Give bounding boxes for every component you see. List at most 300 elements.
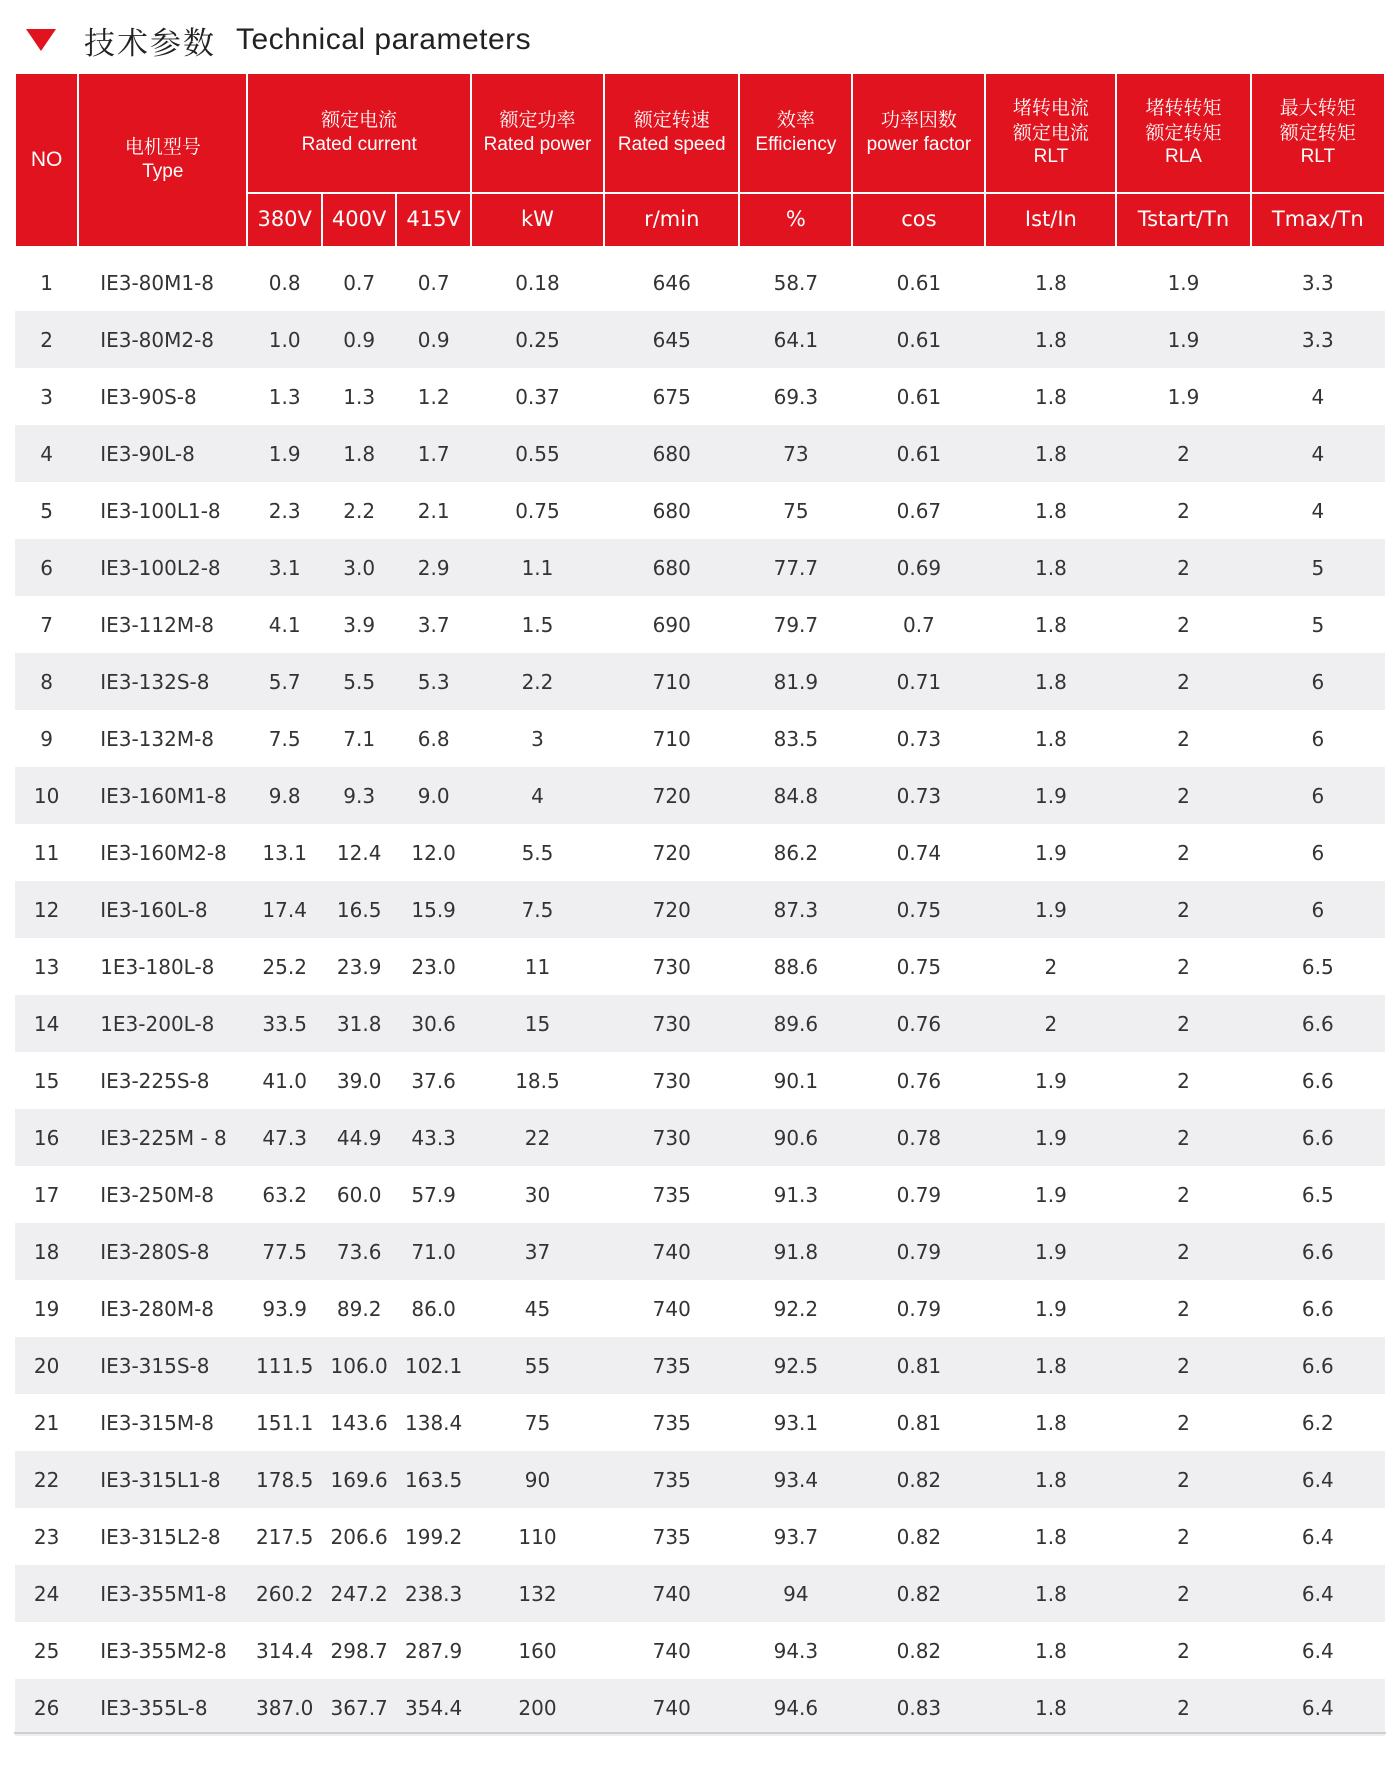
cell-current-380v: 178.5 xyxy=(247,1451,321,1508)
cell-current-415v: 138.4 xyxy=(405,1410,463,1435)
cell-no: 17 xyxy=(33,1182,60,1207)
cell-ist-in: 1.8 xyxy=(985,425,1116,482)
cell-current-400v: 23.9 xyxy=(336,954,382,979)
cell-power-factor: 0.75 xyxy=(896,954,942,979)
table-row xyxy=(15,482,1385,539)
table-row xyxy=(15,1394,1385,1451)
cell-no: 7 xyxy=(40,612,53,637)
cell-tstart-tn: 2 xyxy=(1177,1068,1190,1093)
cell-type: IE3-225M - 8 xyxy=(78,1109,247,1166)
cell-current-415v: 30.6 xyxy=(396,995,471,1052)
cell-power: 90 xyxy=(471,1451,604,1508)
cell-no: 9 xyxy=(40,726,53,751)
cell-tmax-tn: 6.6 xyxy=(1251,995,1385,1052)
cell-speed: 735 xyxy=(652,1524,691,1549)
cell-efficiency: 91.3 xyxy=(773,1182,819,1207)
cell-power: 0.37 xyxy=(515,384,560,409)
cell-power: 11 xyxy=(524,954,551,979)
cell-current-415v: 238.3 xyxy=(396,1565,471,1622)
cell-speed: 740 xyxy=(604,1223,739,1280)
cell-current-415v: 102.1 xyxy=(396,1337,471,1394)
cell-tmax-tn: 6.4 xyxy=(1301,1524,1334,1549)
cell-speed: 680 xyxy=(604,425,739,482)
cell-current-400v: 44.9 xyxy=(322,1109,396,1166)
cell-power-factor: 0.69 xyxy=(852,539,985,596)
cell-current-415v: 6.8 xyxy=(417,726,450,751)
cell-type: IE3-132S-8 xyxy=(78,653,247,710)
cell-ist-in: 1.9 xyxy=(1034,1068,1067,1093)
cell-speed: 675 xyxy=(652,384,691,409)
header-no: NO xyxy=(15,73,78,247)
cell-tstart-tn: 2 xyxy=(1116,1337,1250,1394)
cell-tmax-tn: 6.6 xyxy=(1251,1337,1385,1394)
cell-efficiency: 86.2 xyxy=(773,840,819,865)
cell-current-380v: 77.5 xyxy=(247,1223,321,1280)
cell-current-415v: 57.9 xyxy=(411,1182,456,1207)
cell-speed: 720 xyxy=(604,767,739,824)
cell-tstart-tn: 2 xyxy=(1116,539,1250,596)
cell-no: 1 xyxy=(40,270,53,295)
cell-power-factor: 0.78 xyxy=(852,1109,985,1166)
cell-efficiency: 69.3 xyxy=(773,384,819,409)
header-rated-power: 额定功率 Rated power xyxy=(471,73,604,193)
cell-no: 14 xyxy=(15,995,78,1052)
cell-no: 18 xyxy=(15,1223,78,1280)
cell-current-400v: 12.4 xyxy=(336,840,382,865)
cell-ist-in: 1.8 xyxy=(1034,726,1067,751)
cell-current-380v: 260.2 xyxy=(247,1565,321,1622)
cell-current-415v: 9.0 xyxy=(396,767,471,824)
cell-type: IE3-315M-8 xyxy=(100,1410,215,1435)
cell-efficiency: 75 xyxy=(783,498,809,523)
header-rated-current: 额定电流 Rated current xyxy=(247,73,470,193)
cell-type: IE3-112M-8 xyxy=(100,612,215,637)
header-type: 电机型号 Type xyxy=(78,73,247,247)
cell-power-factor: 0.67 xyxy=(896,498,942,523)
cell-ist-in: 1.8 xyxy=(1034,498,1067,523)
cell-current-380v: 217.5 xyxy=(256,1524,314,1549)
cell-power: 18.5 xyxy=(515,1068,560,1093)
cell-speed: 720 xyxy=(604,881,739,938)
cell-efficiency: 81.9 xyxy=(739,653,852,710)
cell-no: 21 xyxy=(33,1410,60,1435)
cell-power-factor: 0.79 xyxy=(896,1296,942,1321)
cell-current-380v: 63.2 xyxy=(262,1182,307,1207)
cell-power-factor: 0.81 xyxy=(896,1410,942,1435)
cell-current-415v: 199.2 xyxy=(405,1524,463,1549)
cell-efficiency: 90.6 xyxy=(739,1109,852,1166)
table-row xyxy=(15,1166,1385,1223)
cell-tmax-tn: 4 xyxy=(1311,384,1325,409)
cell-tstart-tn: 2 xyxy=(1116,1223,1250,1280)
cell-ist-in: 1.8 xyxy=(1034,612,1067,637)
triangle-marker-icon xyxy=(26,29,56,51)
cell-power-factor: 0.79 xyxy=(852,1223,985,1280)
cell-tstart-tn: 1.9 xyxy=(1167,270,1200,295)
cell-type: IE3-280S-8 xyxy=(78,1223,247,1280)
cell-type: IE3-315L1-8 xyxy=(78,1451,247,1508)
cell-efficiency: 64.1 xyxy=(739,311,852,368)
cell-tstart-tn: 2 xyxy=(1116,995,1250,1052)
cell-tstart-tn: 2 xyxy=(1116,425,1250,482)
cell-efficiency: 58.7 xyxy=(773,270,819,295)
section-title xyxy=(26,18,531,62)
cell-speed: 710 xyxy=(604,653,739,710)
cell-power: 75 xyxy=(524,1410,551,1435)
cell-current-400v: 5.5 xyxy=(322,653,396,710)
cell-ist-in: 1.9 xyxy=(985,1109,1116,1166)
cell-tmax-tn: 6 xyxy=(1251,653,1385,710)
cell-ist-in: 1.8 xyxy=(985,1679,1116,1736)
title-chinese: 技术参数 xyxy=(84,25,216,62)
cell-current-400v: 106.0 xyxy=(322,1337,396,1394)
cell-power-factor: 0.76 xyxy=(852,995,985,1052)
cell-no: 26 xyxy=(15,1679,78,1736)
cell-current-400v: 7.1 xyxy=(343,726,376,751)
table-row xyxy=(15,1337,1385,1394)
bottom-divider xyxy=(14,1732,1386,1734)
cell-type: IE3-250M-8 xyxy=(100,1182,215,1207)
cell-type: IE3-315L2-8 xyxy=(100,1524,221,1549)
cell-speed: 735 xyxy=(604,1451,739,1508)
cell-power: 45 xyxy=(524,1296,551,1321)
cell-ist-in: 1.8 xyxy=(1034,384,1067,409)
cell-tmax-tn: 5 xyxy=(1251,539,1385,596)
cell-tstart-tn: 2 xyxy=(1177,1296,1190,1321)
unit-tstart-tn: Tstart/Tn xyxy=(1116,193,1250,247)
cell-current-380v: 4.1 xyxy=(268,612,301,637)
cell-tmax-tn: 6.6 xyxy=(1251,1223,1385,1280)
cell-efficiency: 84.8 xyxy=(739,767,852,824)
cell-no: 23 xyxy=(33,1524,60,1549)
cell-ist-in: 1.8 xyxy=(985,1337,1116,1394)
cell-efficiency: 93.7 xyxy=(773,1524,819,1549)
cell-power: 37 xyxy=(471,1223,604,1280)
cell-power: 200 xyxy=(471,1679,604,1736)
cell-ist-in: 1.8 xyxy=(1034,1524,1067,1549)
cell-no: 22 xyxy=(15,1451,78,1508)
cell-current-415v: 2.9 xyxy=(396,539,471,596)
cell-power-factor: 0.71 xyxy=(852,653,985,710)
table-row xyxy=(15,1280,1385,1337)
cell-tmax-tn: 3.3 xyxy=(1251,311,1385,368)
cell-tstart-tn: 2 xyxy=(1116,1679,1250,1736)
cell-ist-in: 2 xyxy=(1044,954,1058,979)
cell-ist-in: 2 xyxy=(985,995,1116,1052)
cell-efficiency: 92.5 xyxy=(739,1337,852,1394)
table-row xyxy=(15,710,1385,767)
cell-ist-in: 1.9 xyxy=(985,881,1116,938)
cell-current-380v: 13.1 xyxy=(262,840,307,865)
cell-tmax-tn: 6.4 xyxy=(1251,1679,1385,1736)
cell-power-factor: 0.81 xyxy=(852,1337,985,1394)
cell-efficiency: 94 xyxy=(739,1565,852,1622)
cell-current-400v: 367.7 xyxy=(322,1679,396,1736)
cell-tstart-tn: 2 xyxy=(1177,1410,1190,1435)
cell-current-400v: 1.8 xyxy=(322,425,396,482)
cell-speed: 735 xyxy=(652,1410,691,1435)
cell-speed: 730 xyxy=(652,1068,691,1093)
cell-ist-in: 1.8 xyxy=(985,539,1116,596)
cell-current-400v: 247.2 xyxy=(322,1565,396,1622)
cell-current-400v: 2.2 xyxy=(343,498,376,523)
cell-speed: 680 xyxy=(652,498,691,523)
cell-current-415v: 37.6 xyxy=(411,1068,456,1093)
cell-efficiency: 92.2 xyxy=(773,1296,819,1321)
cell-no: 20 xyxy=(15,1337,78,1394)
cell-power-factor: 0.73 xyxy=(896,726,942,751)
table-row xyxy=(15,767,1385,824)
technical-parameters-table xyxy=(14,72,1386,1736)
cell-ist-in: 1.9 xyxy=(1034,1182,1067,1207)
cell-no: 2 xyxy=(15,311,78,368)
cell-no: 16 xyxy=(15,1109,78,1166)
cell-tmax-tn: 6.4 xyxy=(1251,1565,1385,1622)
cell-type: IE3-100L1-8 xyxy=(100,498,221,523)
cell-no: 5 xyxy=(40,498,53,523)
cell-speed: 735 xyxy=(652,1182,691,1207)
cell-ist-in: 1.8 xyxy=(1034,1410,1067,1435)
cell-current-380v: 17.4 xyxy=(247,881,321,938)
title-english: Technical parameters xyxy=(236,23,532,56)
cell-type: IE3-160L-8 xyxy=(78,881,247,938)
cell-current-380v: 5.7 xyxy=(247,653,321,710)
cell-current-380v: 9.8 xyxy=(247,767,321,824)
cell-current-415v: 287.9 xyxy=(405,1638,463,1663)
cell-efficiency: 79.7 xyxy=(773,612,819,637)
cell-tmax-tn: 6.6 xyxy=(1251,1109,1385,1166)
cell-current-380v: 41.0 xyxy=(262,1068,307,1093)
cell-tstart-tn: 2 xyxy=(1177,1638,1190,1663)
cell-current-400v: 1.3 xyxy=(343,384,376,409)
cell-tmax-tn: 6.5 xyxy=(1301,1182,1334,1207)
cell-current-400v: 39.0 xyxy=(336,1068,382,1093)
cell-power: 0.18 xyxy=(515,270,560,295)
cell-tmax-tn: 6.4 xyxy=(1251,1451,1385,1508)
cell-type: 1E3-180L-8 xyxy=(100,954,215,979)
cell-tstart-tn: 1.9 xyxy=(1116,311,1250,368)
cell-power: 0.75 xyxy=(515,498,560,523)
cell-tmax-tn: 6 xyxy=(1311,726,1325,751)
cell-efficiency: 88.6 xyxy=(773,954,819,979)
cell-ist-in: 1.8 xyxy=(985,653,1116,710)
cell-tmax-tn: 5 xyxy=(1311,612,1325,637)
cell-speed: 735 xyxy=(604,1337,739,1394)
cell-ist-in: 1.9 xyxy=(1034,1296,1067,1321)
cell-power-factor: 0.83 xyxy=(852,1679,985,1736)
cell-speed: 730 xyxy=(604,995,739,1052)
cell-current-400v: 60.0 xyxy=(336,1182,382,1207)
header-rated-speed: 额定转速 Rated speed xyxy=(604,73,739,193)
cell-power: 22 xyxy=(471,1109,604,1166)
table-row xyxy=(15,1109,1385,1166)
cell-tstart-tn: 2 xyxy=(1177,840,1190,865)
cell-no: 19 xyxy=(33,1296,60,1321)
cell-ist-in: 1.9 xyxy=(1034,840,1067,865)
table-row xyxy=(15,653,1385,710)
cell-current-415v: 23.0 xyxy=(411,954,456,979)
cell-no: 8 xyxy=(15,653,78,710)
cell-tstart-tn: 2 xyxy=(1116,1451,1250,1508)
cell-current-400v: 31.8 xyxy=(322,995,396,1052)
cell-power: 110 xyxy=(518,1524,557,1549)
cell-efficiency: 93.1 xyxy=(773,1410,819,1435)
cell-efficiency: 93.4 xyxy=(739,1451,852,1508)
cell-no: 24 xyxy=(15,1565,78,1622)
unit-tmax-tn: Tmax/Tn xyxy=(1251,193,1385,247)
table-body xyxy=(15,247,1385,1736)
cell-tstart-tn: 2 xyxy=(1116,1565,1250,1622)
unit-415v: 415V xyxy=(396,193,471,247)
cell-speed: 730 xyxy=(652,954,691,979)
cell-ist-in: 1.8 xyxy=(1034,270,1067,295)
cell-efficiency: 91.8 xyxy=(739,1223,852,1280)
cell-current-400v: 298.7 xyxy=(330,1638,388,1663)
cell-current-415v: 71.0 xyxy=(396,1223,471,1280)
cell-tstart-tn: 2 xyxy=(1177,612,1190,637)
cell-current-380v: 1.0 xyxy=(247,311,321,368)
cell-current-400v: 73.6 xyxy=(322,1223,396,1280)
cell-tmax-tn: 3.3 xyxy=(1301,270,1334,295)
cell-tstart-tn: 1.9 xyxy=(1167,384,1200,409)
cell-tmax-tn: 4 xyxy=(1251,425,1385,482)
cell-power: 160 xyxy=(518,1638,557,1663)
cell-current-380v: 7.5 xyxy=(268,726,301,751)
cell-current-415v: 43.3 xyxy=(396,1109,471,1166)
cell-tmax-tn: 4 xyxy=(1311,498,1325,523)
cell-current-400v: 0.9 xyxy=(322,311,396,368)
cell-current-415v: 2.1 xyxy=(417,498,450,523)
cell-tmax-tn: 6.6 xyxy=(1301,1068,1334,1093)
cell-current-400v: 9.3 xyxy=(322,767,396,824)
cell-no: 25 xyxy=(33,1638,60,1663)
cell-power-factor: 0.74 xyxy=(896,840,942,865)
table-row xyxy=(15,824,1385,881)
cell-power: 0.25 xyxy=(471,311,604,368)
cell-type: IE3-90L-8 xyxy=(78,425,247,482)
table-row xyxy=(15,1508,1385,1565)
cell-current-415v: 1.2 xyxy=(417,384,450,409)
cell-type: IE3-355L-8 xyxy=(78,1679,247,1736)
cell-current-400v: 0.7 xyxy=(343,270,376,295)
cell-speed: 690 xyxy=(652,612,691,637)
cell-current-400v: 89.2 xyxy=(336,1296,382,1321)
cell-power-factor: 0.76 xyxy=(896,1068,942,1093)
cell-type: IE3-355M1-8 xyxy=(78,1565,247,1622)
cell-current-400v: 143.6 xyxy=(330,1410,388,1435)
cell-current-400v: 3.0 xyxy=(322,539,396,596)
cell-power-factor: 0.79 xyxy=(896,1182,942,1207)
cell-power-factor: 0.61 xyxy=(852,425,985,482)
cell-type: IE3-280M-8 xyxy=(100,1296,215,1321)
cell-no: 12 xyxy=(15,881,78,938)
cell-ist-in: 1.8 xyxy=(1034,1638,1067,1663)
cell-power: 3 xyxy=(531,726,544,751)
cell-speed: 646 xyxy=(652,270,691,295)
table-row xyxy=(15,938,1385,995)
cell-no: 10 xyxy=(15,767,78,824)
cell-current-400v: 16.5 xyxy=(322,881,396,938)
cell-type: IE3-160M1-8 xyxy=(78,767,247,824)
cell-tstart-tn: 2 xyxy=(1116,767,1250,824)
cell-current-415v: 354.4 xyxy=(396,1679,471,1736)
unit-400v: 400V xyxy=(322,193,396,247)
cell-efficiency: 94.6 xyxy=(739,1679,852,1736)
table-row xyxy=(15,881,1385,938)
cell-power: 30 xyxy=(524,1182,551,1207)
cell-current-400v: 206.6 xyxy=(330,1524,388,1549)
cell-current-380v: 2.3 xyxy=(268,498,301,523)
table-row xyxy=(15,1622,1385,1679)
table-row xyxy=(15,247,1385,311)
cell-type: IE3-160M2-8 xyxy=(100,840,227,865)
cell-power-factor: 0.82 xyxy=(896,1524,942,1549)
table-row xyxy=(15,1451,1385,1508)
cell-type: IE3-355M2-8 xyxy=(100,1638,227,1663)
cell-current-380v: 25.2 xyxy=(262,954,307,979)
cell-current-380v: 33.5 xyxy=(247,995,321,1052)
cell-efficiency: 83.5 xyxy=(773,726,819,751)
unit-ist-in: Ist/In xyxy=(985,193,1116,247)
cell-current-380v: 387.0 xyxy=(247,1679,321,1736)
header-locked-current: 堵转电流 额定电流 RLT xyxy=(985,73,1116,193)
cell-current-415v: 1.7 xyxy=(396,425,471,482)
cell-tstart-tn: 2 xyxy=(1116,1109,1250,1166)
cell-ist-in: 1.8 xyxy=(985,1565,1116,1622)
table-row xyxy=(15,1223,1385,1280)
cell-efficiency: 87.3 xyxy=(739,881,852,938)
cell-tmax-tn: 6.5 xyxy=(1301,954,1334,979)
cell-speed: 730 xyxy=(604,1109,739,1166)
table-row xyxy=(15,1679,1385,1736)
cell-ist-in: 1.9 xyxy=(985,767,1116,824)
cell-type: IE3-132M-8 xyxy=(100,726,215,751)
cell-current-380v: 151.1 xyxy=(256,1410,314,1435)
cell-current-380v: 111.5 xyxy=(247,1337,321,1394)
unit-380v: 380V xyxy=(247,193,321,247)
cell-type: IE3-100L2-8 xyxy=(78,539,247,596)
cell-power: 1.1 xyxy=(471,539,604,596)
cell-speed: 740 xyxy=(604,1679,739,1736)
cell-type: IE3-80M2-8 xyxy=(78,311,247,368)
unit-kw: kW xyxy=(471,193,604,247)
cell-power-factor: 0.82 xyxy=(896,1638,942,1663)
cell-power: 55 xyxy=(471,1337,604,1394)
table-row xyxy=(15,539,1385,596)
cell-tmax-tn: 6.6 xyxy=(1301,1296,1334,1321)
cell-current-415v: 0.9 xyxy=(396,311,471,368)
cell-power-factor: 0.73 xyxy=(852,767,985,824)
cell-power: 0.55 xyxy=(471,425,604,482)
cell-current-415v: 163.5 xyxy=(396,1451,471,1508)
cell-current-380v: 1.9 xyxy=(247,425,321,482)
cell-ist-in: 1.8 xyxy=(985,311,1116,368)
cell-current-380v: 0.8 xyxy=(268,270,301,295)
cell-power-factor: 0.75 xyxy=(852,881,985,938)
cell-power-factor: 0.82 xyxy=(852,1451,985,1508)
cell-power-factor: 0.61 xyxy=(852,311,985,368)
cell-tmax-tn: 6.4 xyxy=(1301,1638,1334,1663)
cell-speed: 710 xyxy=(652,726,691,751)
cell-speed: 720 xyxy=(652,840,691,865)
header-max-torque: 最大转矩 额定转矩 RLT xyxy=(1251,73,1385,193)
cell-no: 13 xyxy=(33,954,60,979)
cell-tstart-tn: 2 xyxy=(1116,653,1250,710)
cell-power: 2.2 xyxy=(471,653,604,710)
header-power-factor: 功率因数 power factor xyxy=(852,73,985,193)
cell-power-factor: 0.61 xyxy=(896,270,942,295)
cell-current-380v: 93.9 xyxy=(262,1296,307,1321)
